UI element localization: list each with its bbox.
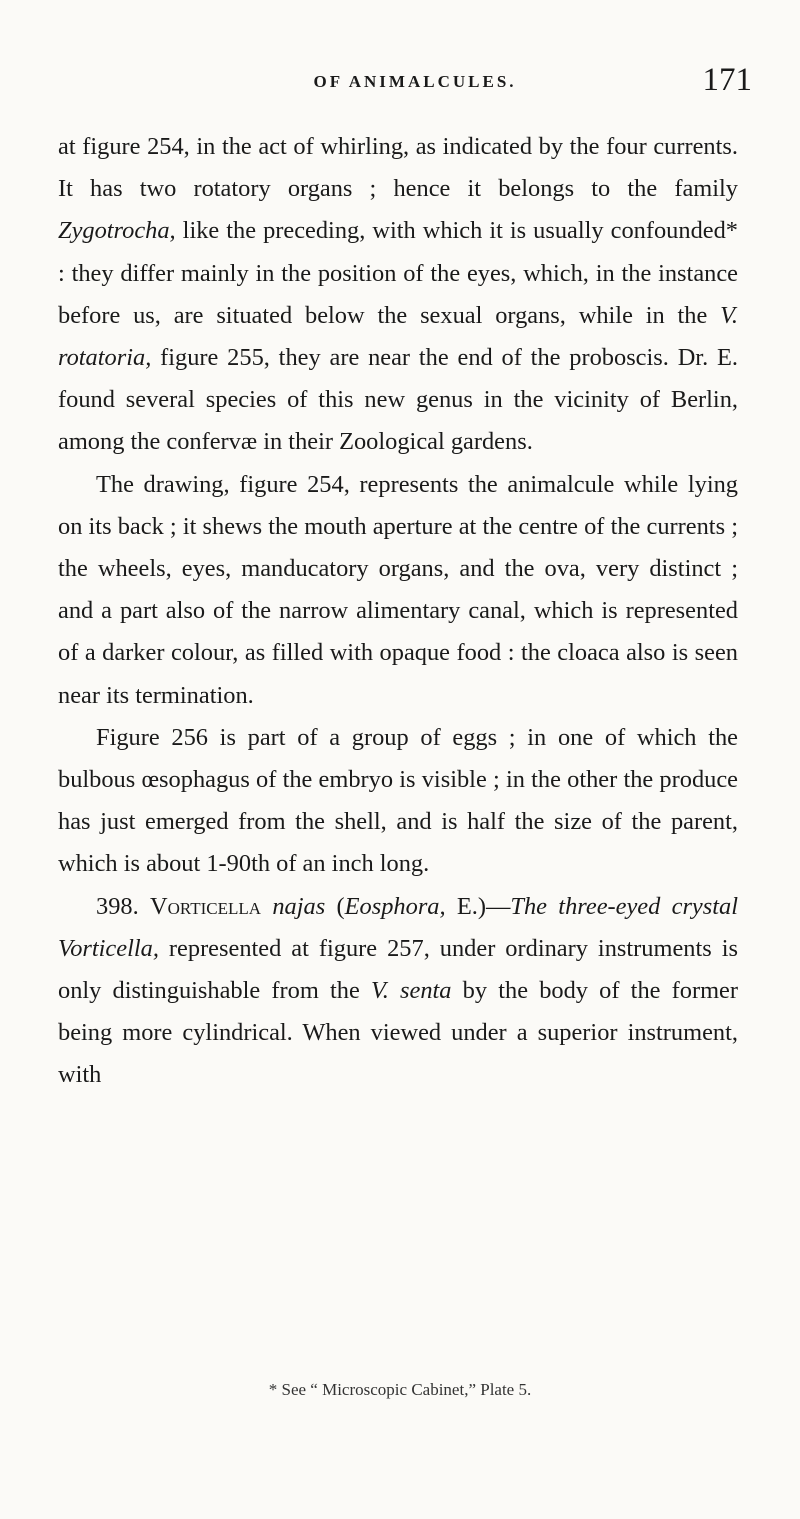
text-run: : they differ mainly in the position of the eyes, which, in the instance before us, are situated below the sexual organs, while in the (58, 259, 738, 329)
italic-term: Eosphora, (344, 892, 446, 920)
page-number: 171 (702, 62, 752, 98)
paragraph-3: Figure 256 is part of a group of eggs ; in one of which the bulbous œsophagus of the embryo is visible ; in the other the produce has just emerged from the shell, and is half the size of the parent, which is about 1-90th of an inch long. (58, 723, 738, 878)
italic-term: V. senta (370, 977, 452, 1005)
italic-term: V. rotatoria, (58, 301, 738, 372)
text-run: ( (325, 892, 345, 920)
footnote: * See “ Microscopic Cabinet,” Plate 5. (268, 1380, 532, 1399)
text-run: at figure 254, in the act of whirling, as indicated by the four currents. It has two rotatory organs ; hence it belongs to the family (58, 133, 738, 203)
page-header (90, 62, 752, 106)
text-run: figure 255, they are near the end of the proboscis. Dr. E. found several species of this new genus in the vicinity of Berlin, among the confervæ in their Zoological gardens. (58, 344, 738, 456)
section-number: 398. (96, 892, 139, 920)
species-genus: Vorticella (150, 892, 262, 920)
italic-term: najas (272, 892, 326, 920)
text-run: represented at figure 257, under ordinary instruments is only distinguishable from the (58, 934, 738, 1005)
footnote-marker: * (725, 217, 738, 245)
italic-term: Zygotrocha, (58, 217, 176, 245)
running-head: OF ANIMALCULES. (313, 72, 517, 91)
paragraph-2: The drawing, figure 254, represents the animalcule while lying on its back ; it shews the mouth aperture at the centre of the currents ; the wheels, eyes, manducatory organs, and the ova, very distinct ; and a part also of the narrow alimentary canal, which is represented of a darker colour, as filled with opaque food : the cloaca also is seen near its termination. (58, 470, 738, 709)
paragraph-1 (58, 126, 738, 464)
paragraph-4 (58, 886, 738, 1097)
text-run: by the body of the former being more cylindrical. When viewed under a superior instrument, with (58, 977, 739, 1089)
body-text (58, 126, 738, 1097)
italic-term: The three-eyed crystal Vorticella, (58, 892, 738, 962)
text-run: E.)— (445, 892, 511, 920)
text-run: like the preceding, with which it is usually confounded (175, 217, 726, 245)
